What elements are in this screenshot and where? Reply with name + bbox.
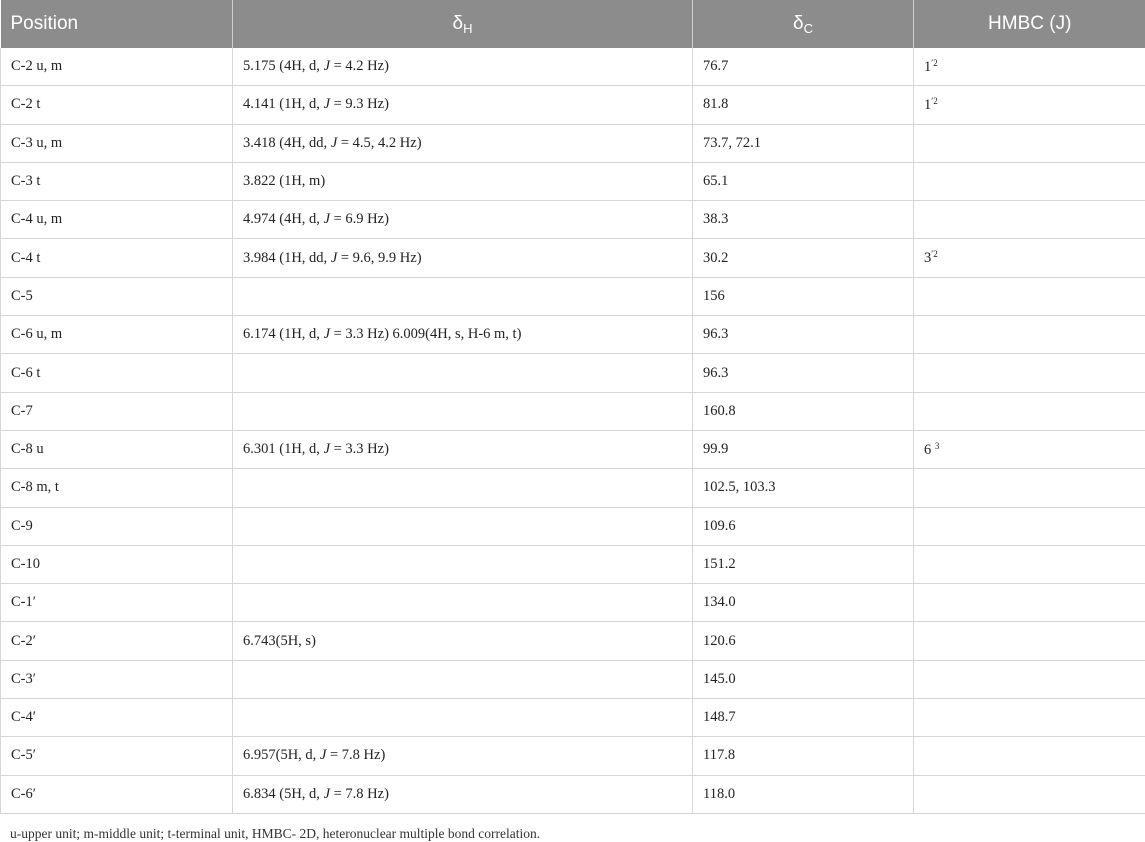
header-delta-h: $\delta_H$ (233, 0, 693, 48)
cell-position: C-4 u, m (1, 201, 233, 239)
cell-delta-c: 99.9 (693, 430, 914, 468)
cell-position: C-6 u, m (1, 316, 233, 354)
cell-delta-h (233, 545, 693, 583)
cell-position: C-3 t (1, 162, 233, 200)
cell-position: C-2′ (1, 622, 233, 660)
table-row (1, 48, 1145, 86)
cell-hmbc (914, 354, 1145, 392)
cell-hmbc: $1^{'2}$ (914, 86, 1145, 124)
cell-position: C-4 t (1, 239, 233, 277)
cell-delta-c: 38.3 (693, 201, 914, 239)
cell-hmbc (914, 775, 1145, 813)
cell-hmbc (914, 124, 1145, 162)
table-body (1, 48, 1145, 813)
table-row (1, 545, 1145, 583)
cell-delta-c: 96.3 (693, 354, 914, 392)
cell-delta-c: 65.1 (693, 162, 914, 200)
cell-delta-c: 151.2 (693, 545, 914, 583)
cell-delta-c: 134.0 (693, 584, 914, 622)
cell-hmbc (914, 316, 1145, 354)
cell-delta-c: 81.8 (693, 86, 914, 124)
cell-position: C-6′ (1, 775, 233, 813)
cell-delta-h (233, 277, 693, 315)
table-header (1, 0, 1145, 48)
cell-position: C-3′ (1, 660, 233, 698)
cell-hmbc (914, 277, 1145, 315)
cell-position: C-8 m, t (1, 469, 233, 507)
table-row (1, 660, 1145, 698)
cell-delta-h: 4.974 (4H, d, J = 6.9 Hz) (233, 201, 693, 239)
cell-hmbc: 6 $^3$ (914, 430, 1145, 468)
cell-delta-h (233, 584, 693, 622)
cell-delta-c: 117.8 (693, 737, 914, 775)
cell-hmbc (914, 699, 1145, 737)
cell-delta-c: 156 (693, 277, 914, 315)
cell-delta-h (233, 507, 693, 545)
cell-hmbc (914, 660, 1145, 698)
cell-delta-h (233, 354, 693, 392)
cell-position: C-4′ (1, 699, 233, 737)
header-delta-c: $\delta_C$ (693, 0, 914, 48)
cell-delta-h: 6.301 (1H, d, J = 3.3 Hz) (233, 430, 693, 468)
cell-delta-h: 6.174 (1H, d, J = 3.3 Hz) 6.009(4H, s, H-6 m, t) (233, 316, 693, 354)
cell-delta-h: 5.175 (4H, d, J = 4.2 Hz) (233, 48, 693, 86)
table-row (1, 239, 1145, 277)
cell-hmbc (914, 162, 1145, 200)
cell-hmbc (914, 392, 1145, 430)
table-footnote: u-upper unit; m-middle unit; t-terminal unit, HMBC- 2D, heteronuclear multiple bond correlation. (10, 826, 541, 841)
cell-hmbc (914, 737, 1145, 775)
cell-delta-c: 118.0 (693, 775, 914, 813)
table-row (1, 316, 1145, 354)
cell-position: C-6 t (1, 354, 233, 392)
table-row (1, 86, 1145, 124)
cell-position: C-7 (1, 392, 233, 430)
cell-delta-c: 30.2 (693, 239, 914, 277)
cell-hmbc: $3^{'2}$ (914, 239, 1145, 277)
table-row (1, 277, 1145, 315)
cell-delta-c: 145.0 (693, 660, 914, 698)
cell-delta-h: 6.957(5H, d, J = 7.8 Hz) (233, 737, 693, 775)
cell-delta-h: 3.822 (1H, m) (233, 162, 693, 200)
cell-delta-c: 160.8 (693, 392, 914, 430)
table-row (1, 737, 1145, 775)
cell-delta-c: 109.6 (693, 507, 914, 545)
cell-delta-c: 96.3 (693, 316, 914, 354)
cell-hmbc (914, 622, 1145, 660)
cell-hmbc (914, 201, 1145, 239)
table-row (1, 775, 1145, 813)
cell-hmbc (914, 584, 1145, 622)
cell-delta-c: 148.7 (693, 699, 914, 737)
cell-delta-h: 6.834 (5H, d, J = 7.8 Hz) (233, 775, 693, 813)
cell-hmbc (914, 469, 1145, 507)
cell-position: C-3 u, m (1, 124, 233, 162)
cell-delta-c: 120.6 (693, 622, 914, 660)
cell-delta-c: 102.5, 103.3 (693, 469, 914, 507)
cell-position: C-1′ (1, 584, 233, 622)
cell-delta-h: 3.418 (4H, dd, J = 4.5, 4.2 Hz) (233, 124, 693, 162)
cell-position: C-8 u (1, 430, 233, 468)
cell-delta-c: 73.7, 72.1 (693, 124, 914, 162)
cell-hmbc (914, 507, 1145, 545)
table-row (1, 430, 1145, 468)
table-row (1, 699, 1145, 737)
cell-position: C-10 (1, 545, 233, 583)
cell-delta-h (233, 469, 693, 507)
cell-delta-h: 3.984 (1H, dd, J = 9.6, 9.9 Hz) (233, 239, 693, 277)
table-row (1, 124, 1145, 162)
table-row (1, 469, 1145, 507)
cell-hmbc: $1^{'2}$ (914, 48, 1145, 86)
cell-position: C-5 (1, 277, 233, 315)
cell-delta-c: 76.7 (693, 48, 914, 86)
table-row (1, 162, 1145, 200)
header-position: Position (1, 0, 233, 48)
cell-delta-h (233, 392, 693, 430)
cell-delta-h (233, 699, 693, 737)
cell-delta-h: 6.743(5H, s) (233, 622, 693, 660)
table-row (1, 622, 1145, 660)
cell-hmbc (914, 545, 1145, 583)
table-row (1, 584, 1145, 622)
cell-position: C-2 u, m (1, 48, 233, 86)
header-hmbc: HMBC (J) (914, 0, 1145, 48)
cell-delta-h (233, 660, 693, 698)
cell-delta-h: 4.141 (1H, d, J = 9.3 Hz) (233, 86, 693, 124)
table-row (1, 201, 1145, 239)
table-row (1, 507, 1145, 545)
cell-position: C-2 t (1, 86, 233, 124)
table-row (1, 354, 1145, 392)
table-row (1, 392, 1145, 430)
cell-position: C-9 (1, 507, 233, 545)
cell-position: C-5′ (1, 737, 233, 775)
